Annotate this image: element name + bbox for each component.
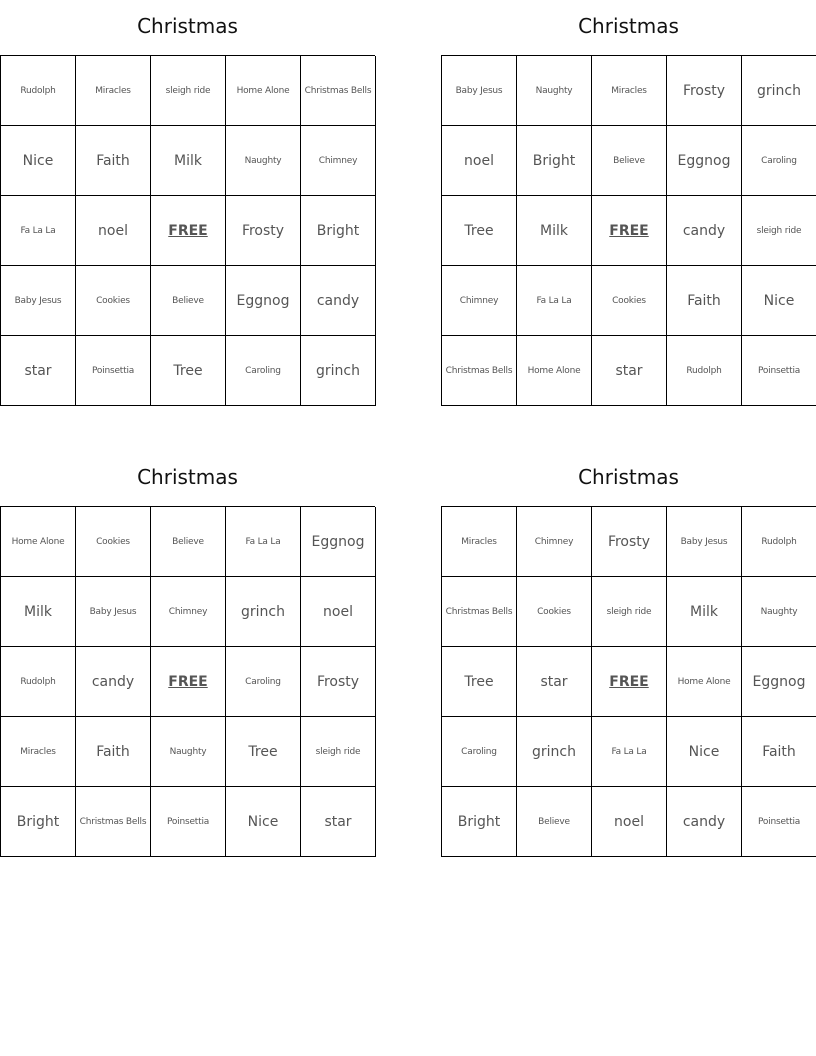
- bingo-cell: Christmas Bells: [442, 577, 517, 647]
- bingo-cell: Baby Jesus: [442, 56, 517, 126]
- bingo-cell: Frosty: [592, 507, 667, 577]
- bingo-cell: Baby Jesus: [76, 577, 151, 647]
- free-space: FREE: [592, 196, 667, 266]
- bingo-grid: [0, 506, 375, 857]
- bingo-cell: Believe: [151, 266, 226, 336]
- bingo-cell: Milk: [151, 126, 226, 196]
- free-space: FREE: [592, 647, 667, 717]
- bingo-cell: Naughty: [517, 56, 592, 126]
- bingo-cell: star: [301, 787, 376, 857]
- bingo-cell: Faith: [742, 717, 816, 787]
- bingo-card-4: [441, 451, 816, 857]
- bingo-cell: Miracles: [442, 507, 517, 577]
- bingo-cell: Nice: [742, 266, 816, 336]
- bingo-cell: Frosty: [301, 647, 376, 717]
- bingo-cell: Naughty: [151, 717, 226, 787]
- bingo-cell: star: [1, 336, 76, 406]
- bingo-cell: Poinsettia: [742, 787, 816, 857]
- bingo-cell: Home Alone: [667, 647, 742, 717]
- card-title: Christmas: [137, 465, 238, 489]
- bingo-grid: [441, 506, 816, 857]
- bingo-cell: Faith: [667, 266, 742, 336]
- bingo-cell: Naughty: [226, 126, 301, 196]
- bingo-cell: Cookies: [517, 577, 592, 647]
- bingo-cell: sleigh ride: [301, 717, 376, 787]
- bingo-cell: noel: [76, 196, 151, 266]
- bingo-card-2: [441, 0, 816, 406]
- bingo-cell: Caroling: [442, 717, 517, 787]
- bingo-cell: noel: [592, 787, 667, 857]
- bingo-cell: Rudolph: [742, 507, 816, 577]
- bingo-cell: Poinsettia: [151, 787, 226, 857]
- bingo-cell: Chimney: [151, 577, 226, 647]
- bingo-cell: grinch: [301, 336, 376, 406]
- bingo-cell: grinch: [742, 56, 816, 126]
- bingo-cell: Chimney: [301, 126, 376, 196]
- free-space: FREE: [151, 196, 226, 266]
- bingo-cell: Eggnog: [226, 266, 301, 336]
- bingo-cell: Rudolph: [1, 56, 76, 126]
- bingo-cell: Caroling: [226, 336, 301, 406]
- bingo-cell: Caroling: [742, 126, 816, 196]
- bingo-cell: Fa La La: [517, 266, 592, 336]
- bingo-cell: Miracles: [592, 56, 667, 126]
- free-space: FREE: [151, 647, 226, 717]
- bingo-cell: sleigh ride: [151, 56, 226, 126]
- bingo-cell: grinch: [226, 577, 301, 647]
- bingo-cell: noel: [442, 126, 517, 196]
- bingo-cell: Poinsettia: [742, 336, 816, 406]
- bingo-cell: sleigh ride: [592, 577, 667, 647]
- bingo-cell: Bright: [442, 787, 517, 857]
- bingo-card-3: [0, 451, 375, 857]
- bingo-card-1: [0, 0, 375, 406]
- bingo-cell: Home Alone: [1, 507, 76, 577]
- bingo-cell: Faith: [76, 126, 151, 196]
- bingo-cell: Baby Jesus: [667, 507, 742, 577]
- card-title: Christmas: [137, 14, 238, 38]
- bingo-cell: Rudolph: [1, 647, 76, 717]
- bingo-cell: candy: [301, 266, 376, 336]
- bingo-cell: Eggnog: [667, 126, 742, 196]
- bingo-cell: Eggnog: [301, 507, 376, 577]
- bingo-cell: Home Alone: [517, 336, 592, 406]
- bingo-cell: sleigh ride: [742, 196, 816, 266]
- bingo-cell: Milk: [667, 577, 742, 647]
- bingo-cell: Home Alone: [226, 56, 301, 126]
- bingo-cell: Bright: [1, 787, 76, 857]
- bingo-cell: grinch: [517, 717, 592, 787]
- bingo-cell: Christmas Bells: [442, 336, 517, 406]
- bingo-cell: Nice: [667, 717, 742, 787]
- bingo-cell: Tree: [442, 647, 517, 717]
- bingo-cell: Naughty: [742, 577, 816, 647]
- bingo-cell: Nice: [226, 787, 301, 857]
- bingo-cell: Caroling: [226, 647, 301, 717]
- bingo-cell: Frosty: [667, 56, 742, 126]
- bingo-cell: candy: [76, 647, 151, 717]
- bingo-cell: Cookies: [76, 266, 151, 336]
- card-title: Christmas: [578, 465, 679, 489]
- bingo-grid: [0, 55, 375, 406]
- bingo-cell: Tree: [442, 196, 517, 266]
- bingo-cell: Poinsettia: [76, 336, 151, 406]
- bingo-cell: Miracles: [76, 56, 151, 126]
- bingo-cell: Chimney: [442, 266, 517, 336]
- bingo-cell: star: [592, 336, 667, 406]
- bingo-grid: [441, 55, 816, 406]
- bingo-cell: Fa La La: [226, 507, 301, 577]
- bingo-cell: Fa La La: [1, 196, 76, 266]
- bingo-cell: Milk: [517, 196, 592, 266]
- bingo-cell: Tree: [226, 717, 301, 787]
- bingo-cell: Nice: [1, 126, 76, 196]
- bingo-cell: star: [517, 647, 592, 717]
- bingo-cell: Tree: [151, 336, 226, 406]
- bingo-cell: noel: [301, 577, 376, 647]
- bingo-cell: Christmas Bells: [76, 787, 151, 857]
- bingo-cell: Milk: [1, 577, 76, 647]
- bingo-cell: Faith: [76, 717, 151, 787]
- bingo-cell: Believe: [517, 787, 592, 857]
- bingo-cell: Fa La La: [592, 717, 667, 787]
- bingo-cell: Frosty: [226, 196, 301, 266]
- bingo-cell: Eggnog: [742, 647, 816, 717]
- bingo-cell: Cookies: [592, 266, 667, 336]
- bingo-cell: Believe: [151, 507, 226, 577]
- bingo-cell: Chimney: [517, 507, 592, 577]
- bingo-cell: Rudolph: [667, 336, 742, 406]
- bingo-cell: Miracles: [1, 717, 76, 787]
- bingo-cell: Christmas Bells: [301, 56, 376, 126]
- card-title: Christmas: [578, 14, 679, 38]
- bingo-cell: candy: [667, 196, 742, 266]
- bingo-cell: Bright: [517, 126, 592, 196]
- bingo-cell: candy: [667, 787, 742, 857]
- bingo-cell: Cookies: [76, 507, 151, 577]
- bingo-cell: Bright: [301, 196, 376, 266]
- bingo-cell: Believe: [592, 126, 667, 196]
- bingo-cell: Baby Jesus: [1, 266, 76, 336]
